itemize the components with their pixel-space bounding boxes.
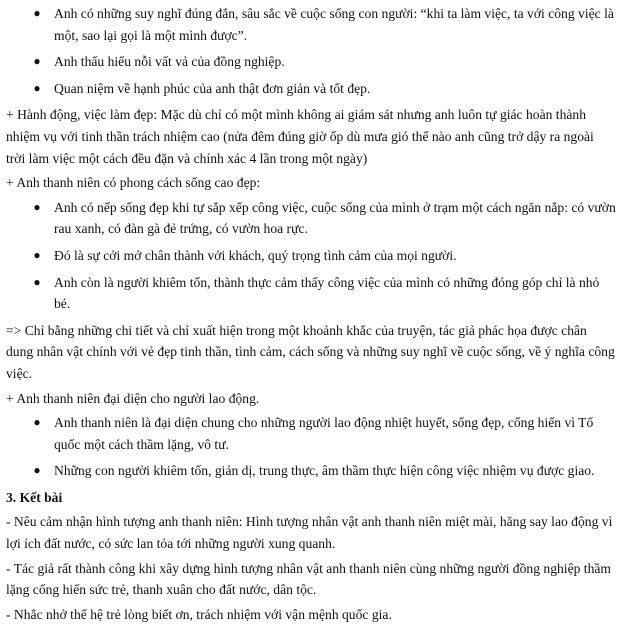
bullet-item bbox=[0, 197, 622, 240]
paragraph: - Tác giả rất thành công khi xây dựng hình tượng nhân vật anh thanh niên cùng những người đồng nghiệp thầm lặng cống hiến sức trẻ, thanh xuân cho đất nước, dân tộc. bbox=[6, 560, 611, 598]
bullet-text: Những con người khiêm tốn, giản dị, trung thực, âm thầm thực hiện công việc nhiệm vụ được giao. bbox=[54, 463, 595, 479]
bullet-item bbox=[0, 460, 622, 482]
bullet-text: Anh thấu hiểu nỗi vất vả của đồng nghiệp. bbox=[54, 54, 285, 70]
bullet-icon: ● bbox=[33, 415, 41, 430]
bullet-item bbox=[0, 412, 622, 455]
section-heading: 3. Kết bài bbox=[6, 489, 63, 505]
paragraph: - Nhắc nhở thế hệ trẻ lòng biết ơn, trách nhiệm với vận mệnh quốc gia. bbox=[6, 606, 392, 622]
paragraph: - Nêu cảm nhận hình tượng anh thanh niên: Hình tượng nhân vật anh thanh niên miệt mài, hăng say lao động vì lợi ích đất nước, có sức lan tỏa tới những người xung quanh. bbox=[6, 514, 613, 552]
bullet-icon: ● bbox=[33, 247, 41, 262]
bullet-item bbox=[0, 3, 622, 46]
bullet-text: Anh có những suy nghĩ đúng đắn, sâu sắc về cuộc sống con người: “khi ta làm việc, ta với công việc là một, sao lại gọi là một mình được”. bbox=[54, 6, 614, 43]
bullet-text: Đó là sự cởi mở chân thành với khách, quý trọng tình cảm của mọi người. bbox=[54, 247, 457, 263]
paragraph: + Anh thanh niên có phong cách sống cao đẹp: bbox=[6, 175, 261, 191]
bullet-item bbox=[0, 78, 622, 100]
bullet-icon: ● bbox=[33, 54, 41, 69]
bullet-item bbox=[0, 245, 622, 267]
bullet-text: Anh còn là người khiêm tốn, thành thực cảm thấy công việc của mình có những đóng góp chỉ là nhỏ bé. bbox=[54, 274, 600, 312]
bullet-icon: ● bbox=[33, 80, 41, 95]
bullet-item bbox=[0, 272, 622, 315]
bullet-text: Quan niệm về hạnh phúc của anh thật đơn giản và tốt đẹp. bbox=[54, 80, 371, 96]
bullet-item bbox=[0, 51, 622, 73]
bullet-text: Anh có nếp sống đẹp khi tự sắp xếp công việc, cuộc sống của mình ở trạm một cách ngăn nắp: có vườn rau xanh, có đàn gà đẻ trứng, có vườn hoa rực. bbox=[54, 199, 616, 237]
bullet-text: Anh thanh niên là đại diện chung cho những người lao động nhiệt huyết, sống đẹp, cống hiến vì Tổ quốc một cách thầm lặng, vô tư. bbox=[54, 415, 594, 452]
paragraph: + Anh thanh niên đại diện cho người lao động. bbox=[6, 390, 260, 406]
paragraph: + Hành động, việc làm đẹp: Mặc dù chỉ có một mình không ai giám sát nhưng anh luôn tự giác hoàn thành nhiệm vụ với tinh thần trách nhiệm cao (nửa đêm đúng giờ ốp dù mưa gió thế nào anh cũng trở dậy ra ngoài trời làm việc một cách đều đặn và chính xác 4 lần trong một ngày) bbox=[6, 107, 594, 166]
bullet-icon: ● bbox=[33, 199, 41, 214]
bullet-icon: ● bbox=[33, 6, 41, 20]
paragraph: => Chỉ bằng những chi tiết và chỉ xuất hiện trong một khoảnh khắc của truyện, tác giả phác họa được chân dung nhân vật chính với vẻ đẹp tinh thần, tình cảm, cách sống và những suy nghĩ về cuộc sống, về ý nghĩa công việc. bbox=[6, 322, 615, 381]
bullet-icon: ● bbox=[33, 274, 41, 289]
bullet-icon: ● bbox=[33, 463, 41, 478]
